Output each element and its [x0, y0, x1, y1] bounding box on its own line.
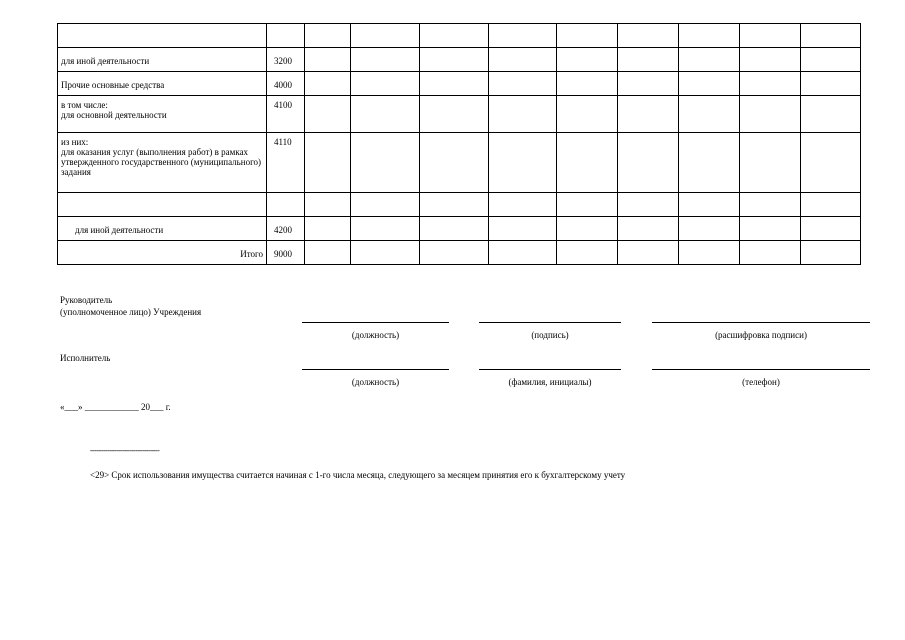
- row-label: из них: для оказания услуг (выполнения работ) в рамках утвержденного государственного (муниципального) задания: [58, 133, 267, 193]
- executor-phone-caption: (телефон): [742, 377, 780, 387]
- position-caption: (должность): [351, 330, 400, 340]
- executor-position-line: [302, 369, 449, 370]
- row-code: 3200: [267, 48, 305, 72]
- executor-position-caption: (должность): [351, 377, 400, 387]
- table-row: [58, 133, 861, 193]
- row-code: 4000: [267, 72, 305, 96]
- executor-phone-line: [652, 369, 870, 370]
- row-label: [58, 24, 267, 48]
- position-signature-line: [302, 322, 449, 323]
- table-row: [58, 24, 861, 48]
- row-code: 4100: [267, 96, 305, 133]
- executor-name-line: [479, 369, 621, 370]
- row-label: в том числе: для основной деятельности: [58, 96, 267, 133]
- row-code: 4200: [267, 217, 305, 241]
- table-row: [58, 72, 861, 96]
- executor-name-caption: (фамилия, инициалы): [508, 377, 592, 387]
- footnote-rule: --------------------------------: [90, 446, 160, 455]
- row-code: [267, 193, 305, 217]
- head-label: Руководитель (уполномоченное лицо) Учреждения: [60, 295, 202, 317]
- footnote-text: <29> Срок использования имущества считается начиная с 1-го числа месяца, следующего за месяцем принятия его к бухгалтерскому учету: [90, 470, 626, 480]
- total-label: Итого: [58, 241, 267, 265]
- signature-caption: (подпись): [531, 330, 569, 340]
- table-row: [58, 193, 861, 217]
- table-row: [58, 217, 861, 241]
- signature-decoding-caption: (расшифровка подписи): [715, 330, 807, 340]
- signature-decoding-line: [652, 322, 870, 323]
- executor-label: Исполнитель: [60, 353, 111, 363]
- row-label: для иной деятельности: [58, 48, 267, 72]
- row-label: Прочие основные средства: [58, 72, 267, 96]
- row-code: [267, 24, 305, 48]
- table-row: [58, 96, 861, 133]
- row-code: 4110: [267, 133, 305, 193]
- row-label: [58, 193, 267, 217]
- table-row-total: [58, 241, 861, 265]
- signature-line: [479, 322, 621, 323]
- row-label: для иной деятельности: [58, 217, 267, 241]
- total-code: 9000: [267, 241, 305, 265]
- assets-table: [57, 23, 861, 265]
- table-row: [58, 48, 861, 72]
- date-line: «___» ____________ 20___ г.: [60, 402, 171, 412]
